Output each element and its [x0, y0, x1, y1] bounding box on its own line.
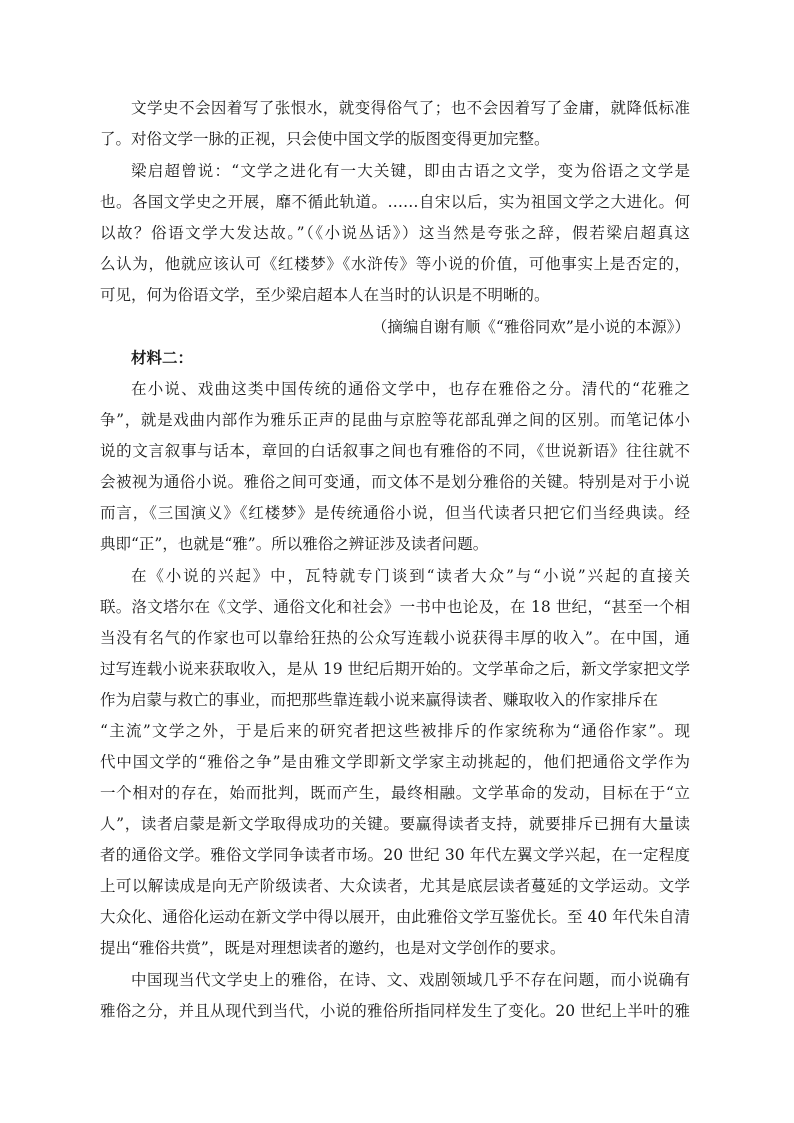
para4-line-11: 上可以解读成是向无产阶级读者、大众读者，尤其是底层读者蔓延的文学运动。文学 [100, 877, 690, 895]
para3-line-2: 争”，就是戏曲内部作为雅乐正声的昆曲与京腔等花部乱弹之间的区别。而笔记体小 [100, 411, 690, 429]
para4-line-1: 在《小说的兴起》中，瓦特就专门谈到“读者大众”与“小说”兴起的直接关 [131, 567, 690, 585]
para4-line-13: 提出“雅俗共赏”，既是对理想读者的邀约，也是对文学创作的要求。 [100, 939, 566, 957]
para4-line-9: 人”，读者启蒙是新文学取得成功的关键。要赢得读者支持，就要排斥已拥有大量读 [100, 815, 690, 833]
para2-line-5: 可见，何为俗语文学，至少梁启超本人在当时的认识是不明晰的。 [100, 286, 550, 304]
para5-line-2: 雅俗之分，并且从现代到当代，小说的雅俗所指同样发生了变化。20 世纪上半叶的雅 [100, 1002, 690, 1020]
para4-line-4: 过写连载小说来获取收入，是从 19 世纪后期开始的。文学革命之后，新文学家把文学 [100, 660, 690, 678]
para4-line-3: 当没有名气的作家也可以靠给狂热的公众写连载小说获得丰厚的收入”。在中国，通 [100, 629, 690, 647]
para5-line-1: 中国现当代文学史上的雅俗，在诗、文、戏剧领域几乎不存在问题，而小说确有 [131, 971, 690, 989]
para4-line-7: 代中国文学的“雅俗之争”是由雅文学即新文学家主动挑起的，他们把通俗文学作为 [100, 753, 690, 771]
para2-line-4: 么认为，他就应该认可《红楼梦》《水浒传》等小说的价值，可他事实上是否定的， [100, 255, 690, 273]
para4-line-6: “主流”文学之外，于是后来的研究者把这些被排斥的作家统称为“通俗作家”。现 [100, 722, 690, 740]
para4-line-12: 大众化、通俗化运动在新文学中得以展开，由此雅俗文学互鉴优长。至 40 年代朱自清 [100, 908, 690, 926]
para4-line-8: 一个相对的存在，始而批判，既而产生，最终相融。文学革命的发动，目标在于“立 [100, 784, 690, 802]
para3-line-3: 说的文言叙事与话本，章回的白话叙事之间也有雅俗的不同，《世说新语》往往就不 [100, 442, 690, 460]
para2-line-3: 以故？俗语文学大发达故。”（《小说丛话》）这当然是夸张之辞，假若梁启超真这 [100, 224, 690, 242]
para4-line-5: 作为启蒙与救亡的事业，而把那些靠连载小说来赢得读者、赚取收入的作家排斥在 [100, 691, 659, 709]
source-citation: （摘编自谢有顺《“雅俗同欢”是小说的本源》） [371, 318, 690, 336]
para4-line-2: 联。洛文塔尔在《文学、通俗文化和社会》一书中也论及，在 18 世纪，“甚至一个相 [100, 598, 690, 616]
para2-line-1: 梁启超曾说：“文学之进化有一大关键，即由古语之文学，变为俗语之文学是 [131, 162, 690, 180]
para3-line-1: 在小说、戏曲这类中国传统的通俗文学中，也存在雅俗之分。清代的“花雅之 [131, 380, 690, 398]
para3-line-5: 而言，《三国演义》《红楼梦》是传统通俗小说，但当代读者只把它们当经典读。经 [100, 504, 690, 522]
section-heading: 材料二： [131, 348, 194, 367]
para1-line-1: 文学史不会因着写了张恨水，就变得俗气了；也不会因着写了金庸，就降低标准 [131, 99, 690, 117]
para1-line-2: 了。对俗文学一脉的正视，只会使中国文学的版图变得更加完整。 [100, 130, 550, 148]
para3-line-6: 典即“正”，也就是“雅”。所以雅俗之辨证涉及读者问题。 [100, 535, 489, 553]
para2-line-2: 也。各国文学史之开展，靡不循此轨道。……自宋以后，实为祖国文学之大进化。何 [100, 193, 690, 211]
para3-line-4: 会被视为通俗小说。雅俗之间可变通，而文体不是划分雅俗的关键。特别是对于小说 [100, 473, 690, 491]
para4-line-10: 者的通俗文学。雅俗文学同争读者市场。20 世纪 30 年代左翼文学兴起，在一定程度 [100, 846, 690, 864]
